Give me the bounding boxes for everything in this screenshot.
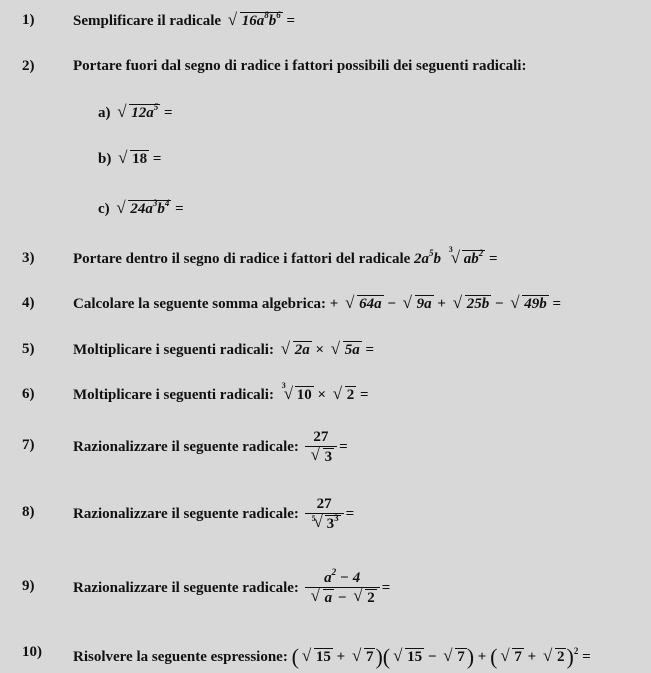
exercise-text: Moltiplicare i seguenti radicali: √ 2a × √ 5a = <box>73 341 374 359</box>
subitem-label: a) <box>98 105 111 121</box>
exercise-text: Razionalizzare il seguente radicale: $a^2 - 4$ √ a − √ 2 = <box>73 569 390 608</box>
fraction: 27 √ 3 <box>305 428 338 467</box>
exercise-text: Portare dentro il segno di radice i fattori del radicale $2a^5b$ √ 3 $ab^2$ = <box>73 250 498 268</box>
exercise-text: Razionalizzare il seguente radicale: 27 √ 5 $3^3$ = <box>73 495 354 534</box>
exercise-number: 3) <box>22 250 35 266</box>
exercise-number: 9) <box>22 578 35 594</box>
exercise-number: 5) <box>22 341 35 357</box>
exercise-text: Risolvere la seguente espressione: (√ 15 + √ 7)(√ 15 − √ 7) + (√ 7 + √ 2)$^2$ = <box>73 644 591 670</box>
radical-expression: √ $12a^5$ <box>117 104 160 122</box>
exercise-text: Moltiplicare i seguenti radicali: √ 3 10 × √ 2 = <box>73 386 369 404</box>
exercise-number: 1) <box>22 12 35 28</box>
exercise-number: 7) <box>22 437 35 453</box>
exercise-number: 8) <box>22 504 35 520</box>
exercise-number: 2) <box>22 58 35 74</box>
cube-root-expression: √ 3 $ab^2$ <box>448 250 486 268</box>
exercise-text: Portare fuori dal segno di radice i fattori possibili dei seguenti radicali: <box>73 58 527 74</box>
exercise-number: 10) <box>22 644 42 660</box>
exercise-number: 4) <box>22 295 35 311</box>
exercise-text: Semplificare il radicale √ $16a^8b^6$ = <box>73 12 295 30</box>
exercise-number: 6) <box>22 386 35 402</box>
radical-expression: √ $16a^8b^6$ <box>228 12 283 30</box>
exercise-text: Calcolare la seguente somma algebrica: + √ 64a − √ 9a + √ 25b − √ 49b = <box>73 295 561 313</box>
fraction: $a^2 - 4$ √ a − √ 2 <box>305 569 380 608</box>
radical-expression: √ $24a^3b^4$ <box>116 200 171 218</box>
subitem-label: b) <box>98 151 112 167</box>
fraction: 27 √ 5 $3^3$ <box>305 495 344 534</box>
exercise-text: Razionalizzare il seguente radicale: 27 √ 3 = <box>73 428 348 467</box>
radical-expression: √ 18 <box>118 150 149 168</box>
subitem-label: c) <box>98 201 110 217</box>
